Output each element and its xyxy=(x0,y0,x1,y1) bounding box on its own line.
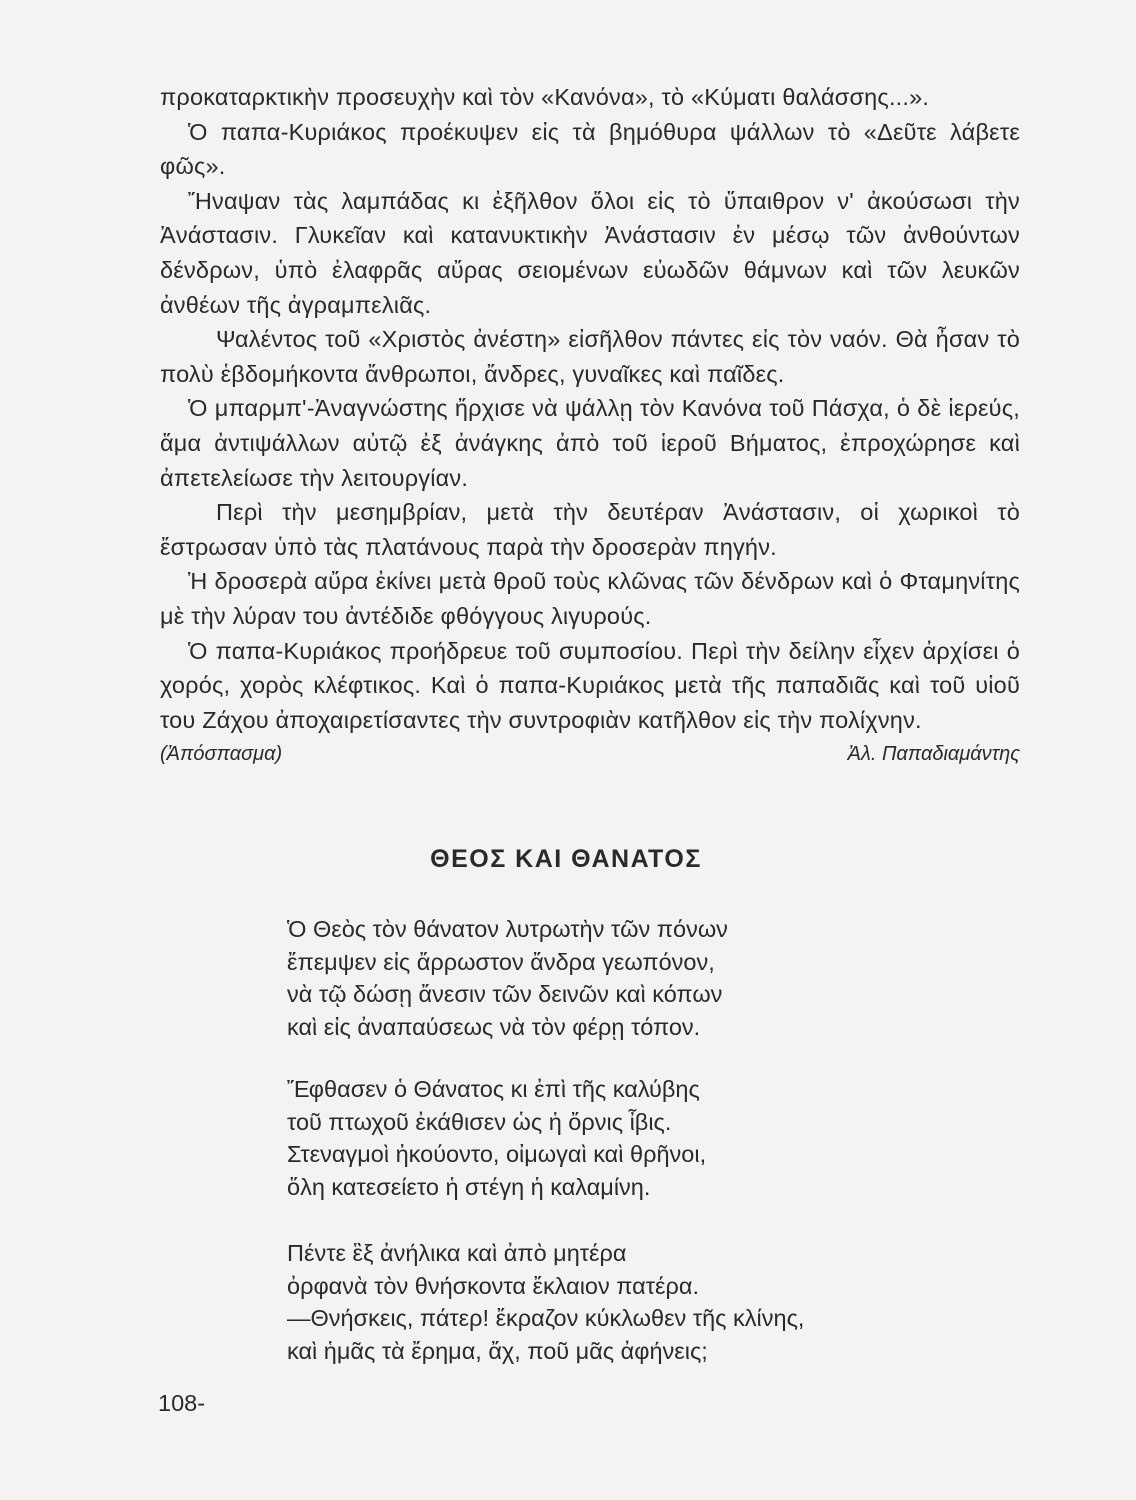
poem-line: Ὁ Θεὸς τὸν θάνατον λυτρωτὴν τῶν πόνων xyxy=(287,916,728,942)
poem-line: καὶ ἡμᾶς τὰ ἔρημα, ἄχ, ποῦ μᾶς ἀφήνεις; xyxy=(287,1337,708,1364)
page-number: 108- xyxy=(158,1390,206,1416)
poem-line: ὅλη κατεσείετο ἡ στέγη ἡ καλαμίνη. xyxy=(287,1173,651,1200)
poem-stanza xyxy=(287,913,1027,1043)
prose-paragraph: Ἤναψαν τὰς λαμπάδας κι ἐξῆλθον ὅλοι εἰς τὸ ὕπαιθρον ν' ἀκούσωσι τὴν Ἀνάστασιν. Γλυκεῖαν καὶ κατανυκτικὴν Ἀνάστασιν ἐν μέσῳ τῶν ἀνθούντων δένδρων, ὑπὸ ἐλαφρᾶς αὔρας σειομένων εὐωδῶν θάμνων καὶ τῶν λευκῶν ἀνθέων τῆς ἀγραμπελιᾶς. xyxy=(160,187,1020,318)
prose-paragraph: Ψαλέντος τοῦ «Χριστὸς ἀνέστη» εἰσῆλθον πάντες εἰς τὸν ναόν. Θὰ ἦσαν τὸ πολὺ ἑβδομήκοντα ἄνθρωποι, ἄνδρες, γυναῖκες καὶ παῖδες. xyxy=(160,326,1020,387)
prose-paragraph: Ὁ παπα-Κυριάκος προέκυψεν εἰς τὰ βημόθυρα ψάλλων τὸ «Δεῦτε λάβετε φῶς». xyxy=(160,118,1020,180)
prose-paragraph: προκαταρκτικὴν προσευχὴν καὶ τὸν «Κανόνα», τὸ «Κύματι θαλάσσης...». xyxy=(160,84,930,110)
poem-line: Ἔφθασεν ὁ Θάνατος κι ἐπὶ τῆς καλύβης xyxy=(287,1076,700,1102)
poem-line: ὀρφανὰ τὸν θνήσκοντα ἔκλαιον πατέρα. xyxy=(287,1272,699,1299)
prose-paragraph: Περὶ τὴν μεσημβρίαν, μετὰ τὴν δευτέραν Ἀνάστασιν, οἱ χωρικοὶ τὸ ἔστρωσαν ὑπὸ τὰς πλατάνους παρὰ τὴν δροσερὰν πηγήν. xyxy=(160,499,1020,560)
poem-title: ΘΕΟΣ ΚΑΙ ΘΑΝΑΤΟΣ xyxy=(430,845,702,873)
prose-excerpt xyxy=(160,80,1020,737)
poem-line: καὶ εἰς ἀναπαύσεως νὰ τὸν φέρῃ τόπον. xyxy=(287,1013,701,1040)
poem-line: τοῦ πτωχοῦ ἐκάθισεν ὡς ἡ ὄρνις ἶβις. xyxy=(287,1108,672,1135)
poem-line: —Θνήσκεις, πάτερ! ἔκραζον κύκλωθεν τῆς κλίνης, xyxy=(287,1305,805,1331)
poem-line: Στεναγμοὶ ἠκούοντο, οἰμωγαὶ καὶ θρῆνοι, xyxy=(287,1141,707,1167)
poem-line: Πέντε ἓξ ἀνήλικα καὶ ἀπὸ μητέρα xyxy=(287,1240,627,1266)
poem-line: ἔπεμψεν εἰς ἄρρωστον ἄνδρα γεωπόνον, xyxy=(287,948,715,975)
prose-paragraph: Ὁ μπαρμπ'-Ἀναγνώστης ἤρχισε νὰ ψάλλῃ τὸν Κανόνα τοῦ Πάσχα, ὁ δὲ ἱερεύς, ἅμα ἀντιψάλλων αὐτῷ ἐξ ἀνάγκης ἀπὸ τοῦ ἱεροῦ Βήματος, ἐπροχώρησε καὶ ἀπετελείωσε τὴν λειτουργίαν. xyxy=(160,395,1020,491)
poem-line: νὰ τῷ δώσῃ ἄνεσιν τῶν δεινῶν καὶ κόπων xyxy=(287,981,723,1007)
excerpt-source-label: (Ἀπόσπασμα) xyxy=(160,743,283,765)
poem-stanza xyxy=(287,1237,1027,1367)
excerpt-author: Ἀλ. Παπαδιαμάντης xyxy=(847,743,1020,765)
prose-paragraph: Ὁ παπα-Κυριάκος προήδρευε τοῦ συμποσίου. Περὶ τὴν δείλην εἶχεν ἀρχίσει ὁ χορός, χορὸς κλέφτικος. Καὶ ὁ παπα-Κυριάκος μετὰ τῆς παπαδιᾶς καὶ τοῦ υἱοῦ του Ζάχου ἀποχαιρετίσαντες τὴν συντροφιὰν κατῆλθον εἰς τὴν πολίχνην. xyxy=(160,637,1020,733)
poem-stanza xyxy=(287,1073,1027,1203)
prose-paragraph: Ἡ δροσερὰ αὔρα ἐκίνει μετὰ θροῦ τοὺς κλῶνας τῶν δένδρων καὶ ὁ Φταμηνίτης μὲ τὴν λύραν του ἀντέδιδε φθόγγους λιγυρούς. xyxy=(160,568,1020,629)
excerpt-credit xyxy=(160,743,1020,766)
